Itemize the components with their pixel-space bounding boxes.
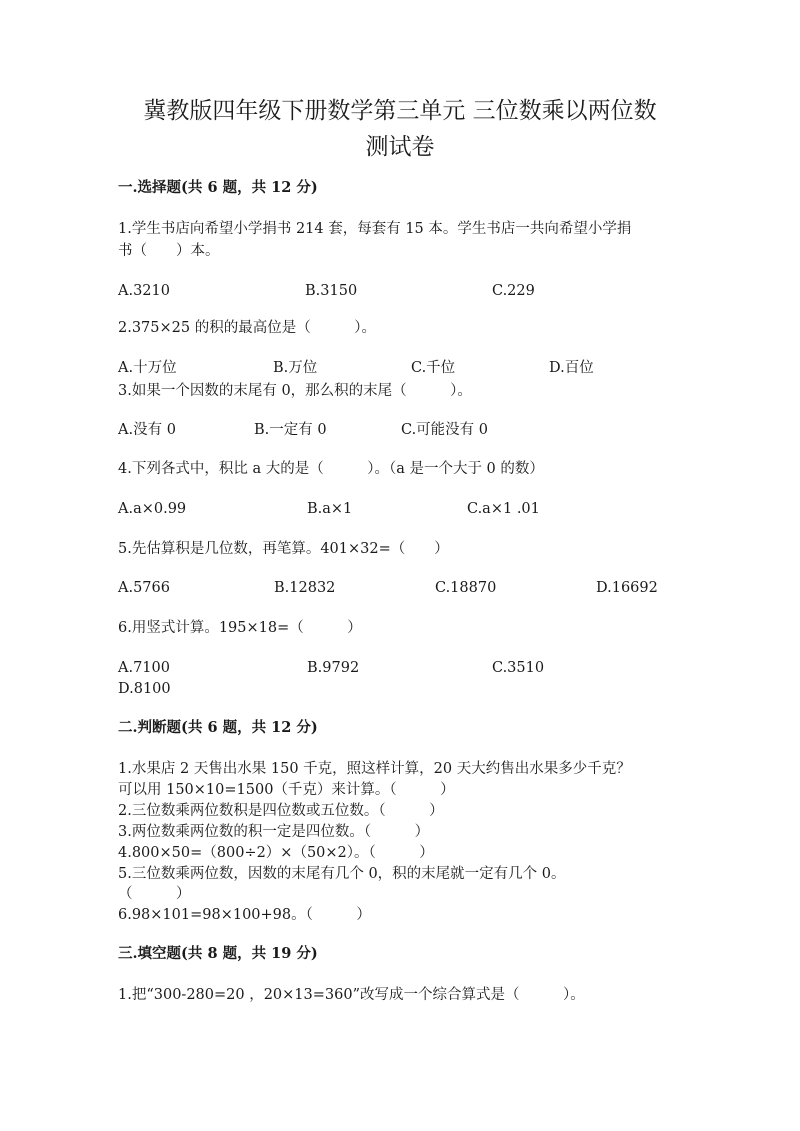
- q1-option-c[interactable]: C.229: [492, 283, 535, 299]
- question-5: 5.先估算积是几位数，再笔算。401×32=（ ）: [118, 541, 449, 557]
- q4-option-c[interactable]: C.a×1 .01: [467, 501, 540, 517]
- q1-option-b[interactable]: B.3150: [305, 283, 358, 299]
- judge-4: 4.800×50=（800÷2）×（50×2）。（ ）: [118, 845, 434, 861]
- q2-option-d[interactable]: D.百位: [549, 360, 594, 376]
- q4-option-a[interactable]: A.a×0.99: [118, 501, 187, 517]
- q6-option-a[interactable]: A.7100: [118, 660, 170, 676]
- question-4: 4.下列各式中，积比 a 大的是（ ）。（a 是一个大于 0 的数）: [118, 461, 544, 477]
- fill-1: 1.把“300-280=20 ，20×13=360”改写成一个综合算式是（ ）。: [118, 987, 585, 1003]
- question-2: 2.375×25 的积的最高位是（ ）。: [118, 320, 376, 336]
- judge-2: 2.三位数乘两位数积是四位数或五位数。（ ）: [118, 803, 444, 819]
- q5-option-a[interactable]: A.5766: [118, 580, 170, 596]
- judge-5-line1: 5.三位数乘两位数，因数的末尾有几个 0，积的末尾就一定有几个 0。: [118, 866, 566, 882]
- q3-option-a[interactable]: A.没有 0: [118, 422, 176, 438]
- q4-option-b[interactable]: B.a×1: [307, 501, 353, 517]
- judge-3: 3.两位数乘两位数的积一定是四位数。（ ）: [118, 824, 430, 840]
- judge-5-line2: （ ）: [118, 886, 191, 902]
- q2-option-c[interactable]: C.千位: [411, 360, 456, 376]
- question-3: 3.如果一个因数的末尾有 0，那么积的末尾（ ）。: [118, 383, 472, 399]
- q6-option-d[interactable]: D.8100: [118, 681, 171, 697]
- q2-option-a[interactable]: A.十万位: [118, 360, 177, 376]
- judge-1-line2: 可以用 150×10=1500（千克）来计算。（ ）: [118, 782, 455, 798]
- judge-1-line1: 1.水果店 2 天售出水果 150 千克，照这样计算，20 天大约售出水果多少千克？: [118, 761, 631, 777]
- q5-option-d[interactable]: D.16692: [596, 580, 658, 596]
- q5-option-b[interactable]: B.12832: [274, 580, 336, 596]
- page-title-line2: 测试卷: [365, 134, 435, 160]
- q3-option-b[interactable]: B.一定有 0: [254, 422, 327, 438]
- section-heading-judge: 二.判断题(共 6 题，共 12 分): [118, 719, 318, 736]
- page-title-line1: 冀教版四年级下册数学第三单元 三位数乘以两位数: [143, 98, 657, 124]
- q3-option-c[interactable]: C.可能没有 0: [401, 422, 489, 438]
- section-heading-fill: 三.填空题(共 8 题，共 19 分): [118, 945, 318, 962]
- question-1-line2: 书（ ）本。: [118, 243, 220, 259]
- q5-option-c[interactable]: C.18870: [435, 580, 497, 596]
- page-title: [0, 93, 800, 165]
- judge-6: 6.98×101=98×100+98。（ ）: [118, 907, 371, 923]
- q2-option-b[interactable]: B.万位: [273, 360, 318, 376]
- section-heading-choice: 一.选择题(共 6 题，共 12 分): [118, 179, 318, 196]
- question-1-line1: 1.学生书店向希望小学捐书 214 套，每套有 15 本。学生书店一共向希望小学捐: [118, 221, 632, 237]
- q6-option-b[interactable]: B.9792: [307, 660, 360, 676]
- q1-option-a[interactable]: A.3210: [118, 283, 170, 299]
- q6-option-c[interactable]: C.3510: [492, 660, 545, 676]
- question-6: 6.用竖式计算。195×18=（ ）: [118, 620, 362, 636]
